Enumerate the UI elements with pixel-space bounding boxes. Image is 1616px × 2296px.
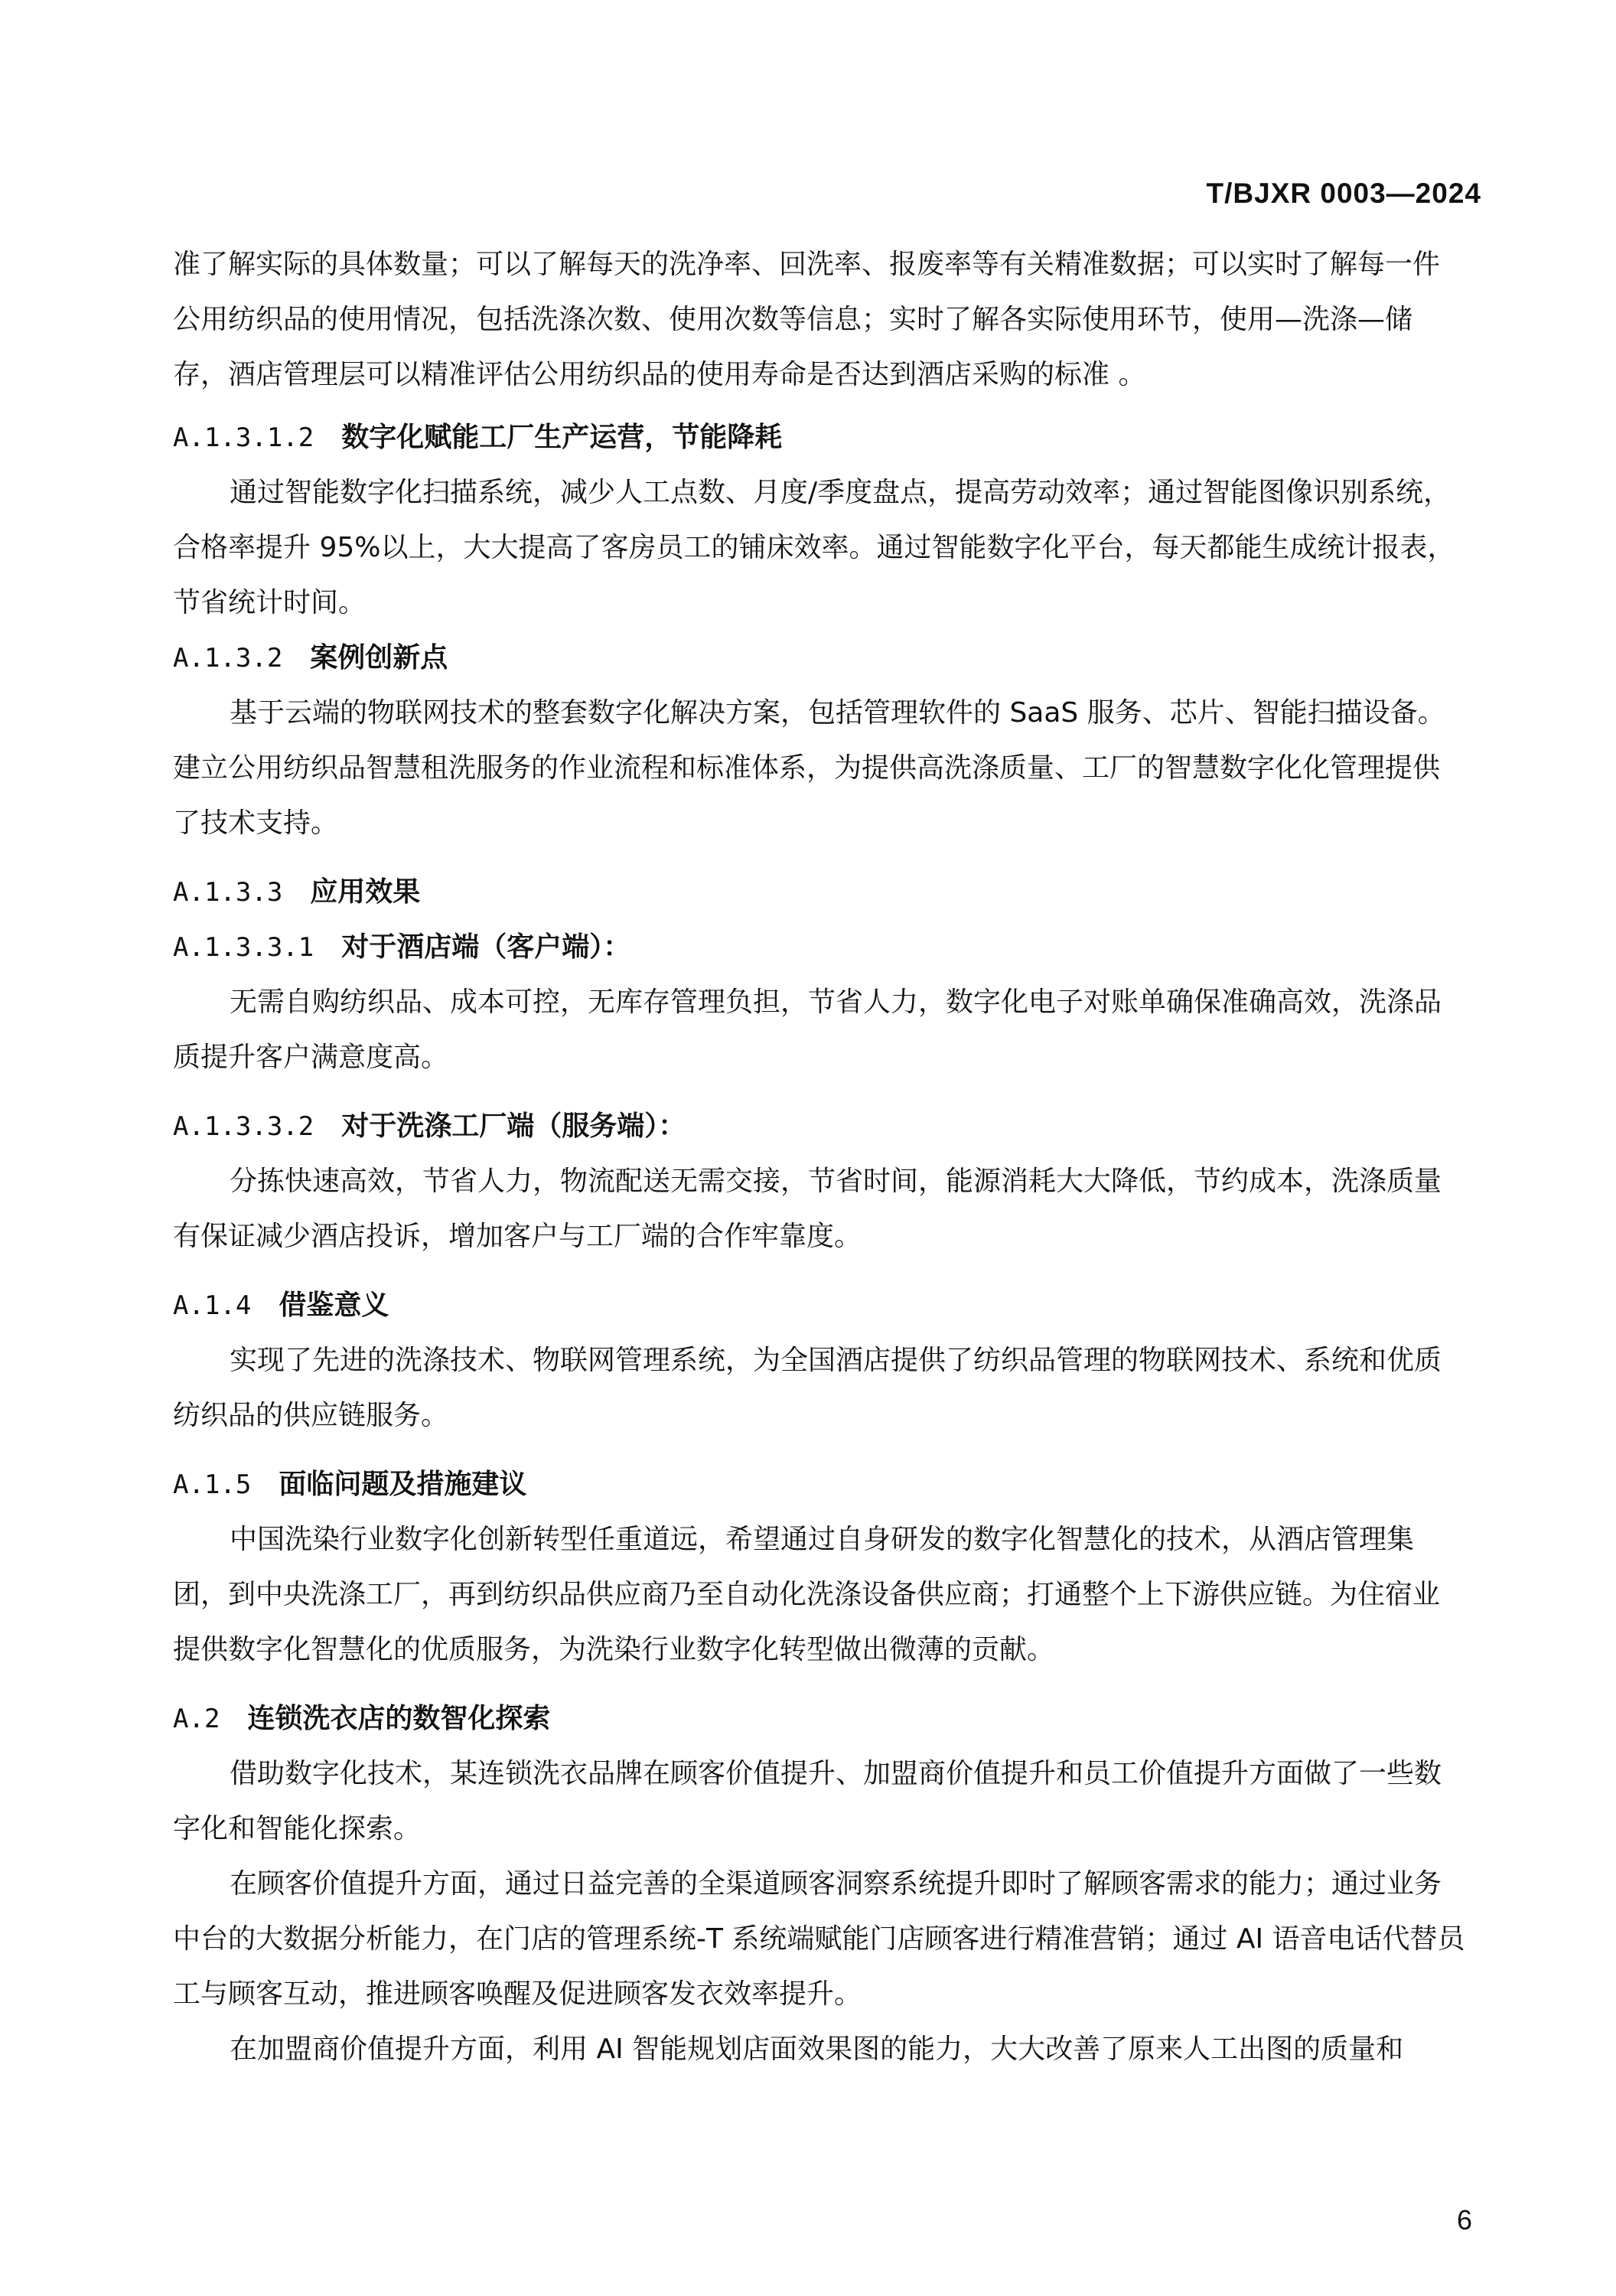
section-heading-a14 bbox=[173, 1278, 1466, 1333]
section-title: 连锁洗衣店的数智化探索 bbox=[247, 1703, 551, 1734]
section-paragraph-a2-3: 在加盟商价值提升方面，利用 AI 智能规划店面效果图的能力，大大改善了原来人工出图的质量和 bbox=[230, 2033, 1404, 2065]
section-paragraph-a2-2: 在顾客价值提升方面，通过日益完善的全渠道顾客洞察系统提升即时了解顾客需求的能力；通过业务中台的大数据分析能力，在门店的管理系统-T 系统端赋能门店顾客进行精准营销；通过 AI 语音电话代替员工与顾客互动，推进顾客唤醒及促进顾客发衣效率提升。 bbox=[173, 1868, 1465, 2010]
section-heading-a2 bbox=[173, 1691, 1466, 1746]
section-title: 对于酒店端（客户端）： bbox=[341, 931, 631, 963]
section-heading-a15 bbox=[173, 1457, 1466, 1512]
section-paragraph-a15: 中国洗染行业数字化创新转型任重道远，希望通过自身研发的数字化智慧化的技术，从酒店管理集团，到中央洗涤工厂，再到纺织品供应商乃至自动化洗涤设备供应商；打通整个上下游供应链。为住宿业提供数字化智慧化的优质服务，为洗染行业数字化转型做出微薄的贡献。 bbox=[173, 1524, 1441, 1665]
section-number: A.1.3.3.1 bbox=[173, 932, 314, 963]
section-paragraph-a2-1: 借助数字化技术，某连锁洗衣品牌在顾客价值提升、加盟商价值提升和员工价值提升方面做了一些数字化和智能化探索。 bbox=[173, 1758, 1442, 1844]
document-code-header: T/BJXR 0003—2024 bbox=[1206, 178, 1481, 209]
page-number: 6 bbox=[1456, 2204, 1472, 2236]
section-paragraph-a14: 实现了先进的洗涤技术、物联网管理系统，为全国酒店提供了纺织品管理的物联网技术、系统和优质纺织品的供应链服务。 bbox=[173, 1345, 1442, 1431]
section-title: 面临问题及措施建议 bbox=[279, 1469, 527, 1500]
section-heading-a13112 bbox=[173, 410, 1466, 465]
section-number: A.1.4 bbox=[173, 1290, 252, 1321]
section-heading-a132 bbox=[173, 631, 1466, 686]
section-title: 应用效果 bbox=[310, 876, 421, 908]
section-number: A.1.3.2 bbox=[173, 643, 283, 673]
document-body bbox=[173, 237, 1466, 2077]
section-paragraph-a132: 基于云端的物联网技术的整套数字化解决方案，包括管理软件的 SaaS 服务、芯片、智能扫描设备。建立公用纺织品智慧租洗服务的作业流程和标准体系，为提供高洗涤质量、工厂的智慧数字化化管理提供了技术支持。 bbox=[173, 697, 1445, 839]
section-number: A.2 bbox=[173, 1704, 220, 1734]
section-heading-a1332 bbox=[173, 1099, 1466, 1154]
section-title: 数字化赋能工厂生产运营，节能降耗 bbox=[341, 422, 783, 453]
section-paragraph-a13112: 通过智能数字化扫描系统，减少人工点数、月度/季度盘点，提高劳动效率；通过智能图像识别系统，合格率提升 95%以上，大大提高了客房员工的铺床效率。通过智能数字化平台，每天都能生成统计报表，节省统计时间。 bbox=[173, 477, 1455, 618]
section-paragraph-a1332: 分拣快速高效，节省人力，物流配送无需交接，节省时间，能源消耗大大降低，节约成本，洗涤质量有保证减少酒店投诉，增加客户与工厂端的合作牢靠度。 bbox=[173, 1166, 1442, 1252]
section-heading-a133 bbox=[173, 865, 1466, 920]
section-heading-a1331 bbox=[173, 920, 1466, 975]
section-number: A.1.3.1.2 bbox=[173, 422, 314, 453]
section-title: 案例创新点 bbox=[310, 642, 448, 673]
section-number: A.1.5 bbox=[173, 1469, 252, 1500]
section-title: 对于洗涤工厂端（服务端）： bbox=[341, 1110, 686, 1142]
section-number: A.1.3.3.2 bbox=[173, 1111, 314, 1142]
section-number: A.1.3.3 bbox=[173, 877, 283, 908]
section-paragraph-a1331: 无需自购纺织品、成本可控，无库存管理负担，节省人力，数字化电子对账单确保准确高效，洗涤品质提升客户满意度高。 bbox=[173, 987, 1442, 1073]
section-title: 借鉴意义 bbox=[279, 1290, 389, 1321]
intro-paragraph: 准了解实际的具体数量；可以了解每天的洗净率、回洗率、报废率等有关精准数据；可以实时了解每一件公用纺织品的使用情况，包括洗涤次数、使用次数等信息；实时了解各实际使用环节，使用—洗涤—储存，酒店管理层可以精准评估公用纺织品的使用寿命是否达到酒店采购的标准 。 bbox=[173, 249, 1441, 390]
